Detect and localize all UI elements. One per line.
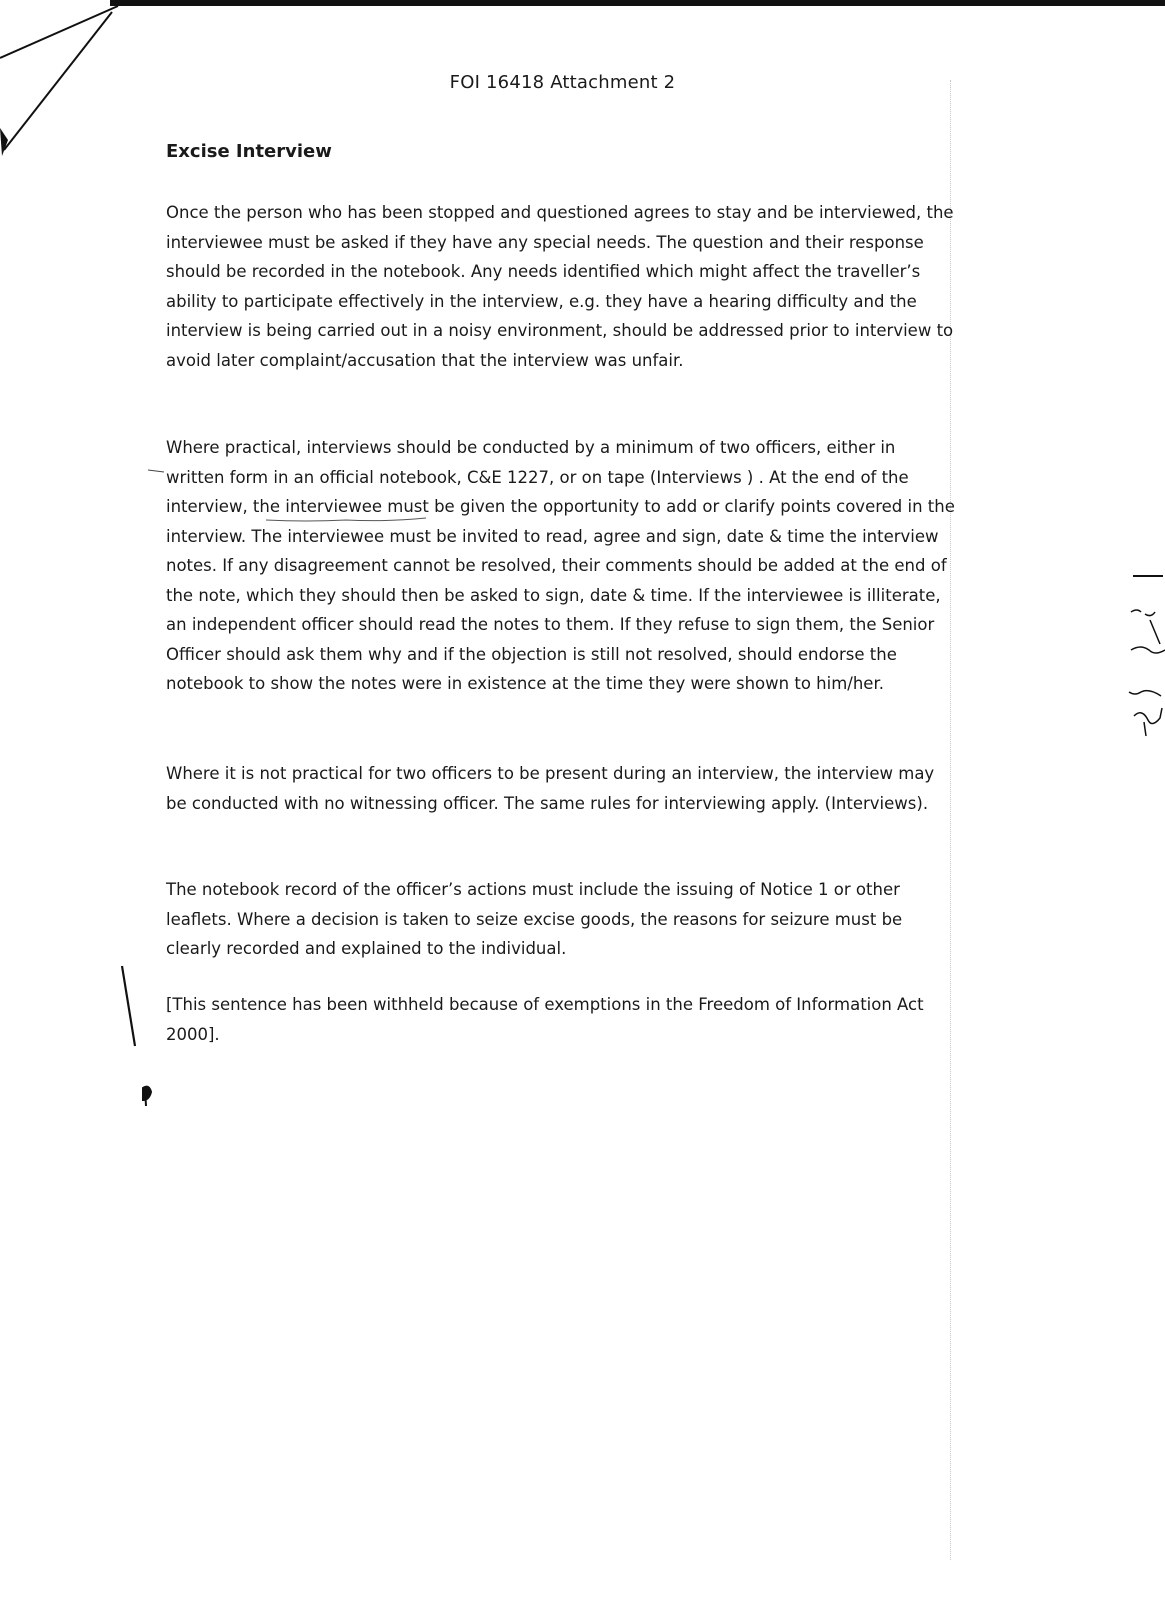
left-margin-slash [122, 966, 135, 1046]
paragraph-notebook-record: The notebook record of the officer’s actions must include the issuing of Notice 1 or other leaflets. Where a decision is taken to seize excise goods, the reasons for seizure must be clearly recorded and explained to the individual. [166, 880, 903, 958]
corner-check-mark [0, 6, 118, 58]
document-header: FOI 16418 Attachment 2 [449, 72, 676, 93]
paragraph-withheld-sentence: [This sentence has been withheld because of exemptions in the Freedom of Information Act 2000]. [166, 995, 924, 1044]
paragraph-special-needs: Once the person who has been stopped and questioned agrees to stay and be interviewed, the interviewee must be asked if they have any special needs. The question and their response should be recorded in the notebook. Any needs identified which might affect the traveller’s ability to participate effectively in the interview, e.g. they have a hearing difficulty and the interview is being carried out in a noisy environment, should be addressed prior to interview to avoid later complaint/accusation that the interview was unfair. [166, 203, 954, 370]
paragraph-single-officer: Where it is not practical for two officers to be present during an interview, the interview may be conducted with no witnessing officer. The same rules for interviewing apply. (Interviews). [166, 764, 935, 813]
right-margin-squiggle-1 [1131, 610, 1165, 653]
margin-dash-para-2 [148, 470, 164, 472]
corner-arrow-tip [0, 128, 8, 156]
section-title: Excise Interview [166, 141, 332, 162]
paragraph-interview-procedure: Where practical, interviews should be conducted by a minimum of two officers, either in written form in an official notebook, C&E 1227, or on tape (Interviews ) . At the end of the interview, the interviewee must be given the opportunity to add or clarify points covered in the interview. The interviewee must be invited to read, agree and sign, date & time the interview notes. If any disagreement cannot be resolved, their comments should be added at the end of the note, which they should then be asked to sign, date & time. If the interviewee is illiterate, an independent officer should read the notes to them. If they refuse to sign them, the Senior Officer should ask them why and if the objection is still not resolved, should endorse the notebook to show the notes were in existence at the time they were shown to him/her. [166, 438, 955, 693]
small-pen-dot [143, 1087, 151, 1106]
right-margin-squiggle-2 [1129, 691, 1162, 736]
